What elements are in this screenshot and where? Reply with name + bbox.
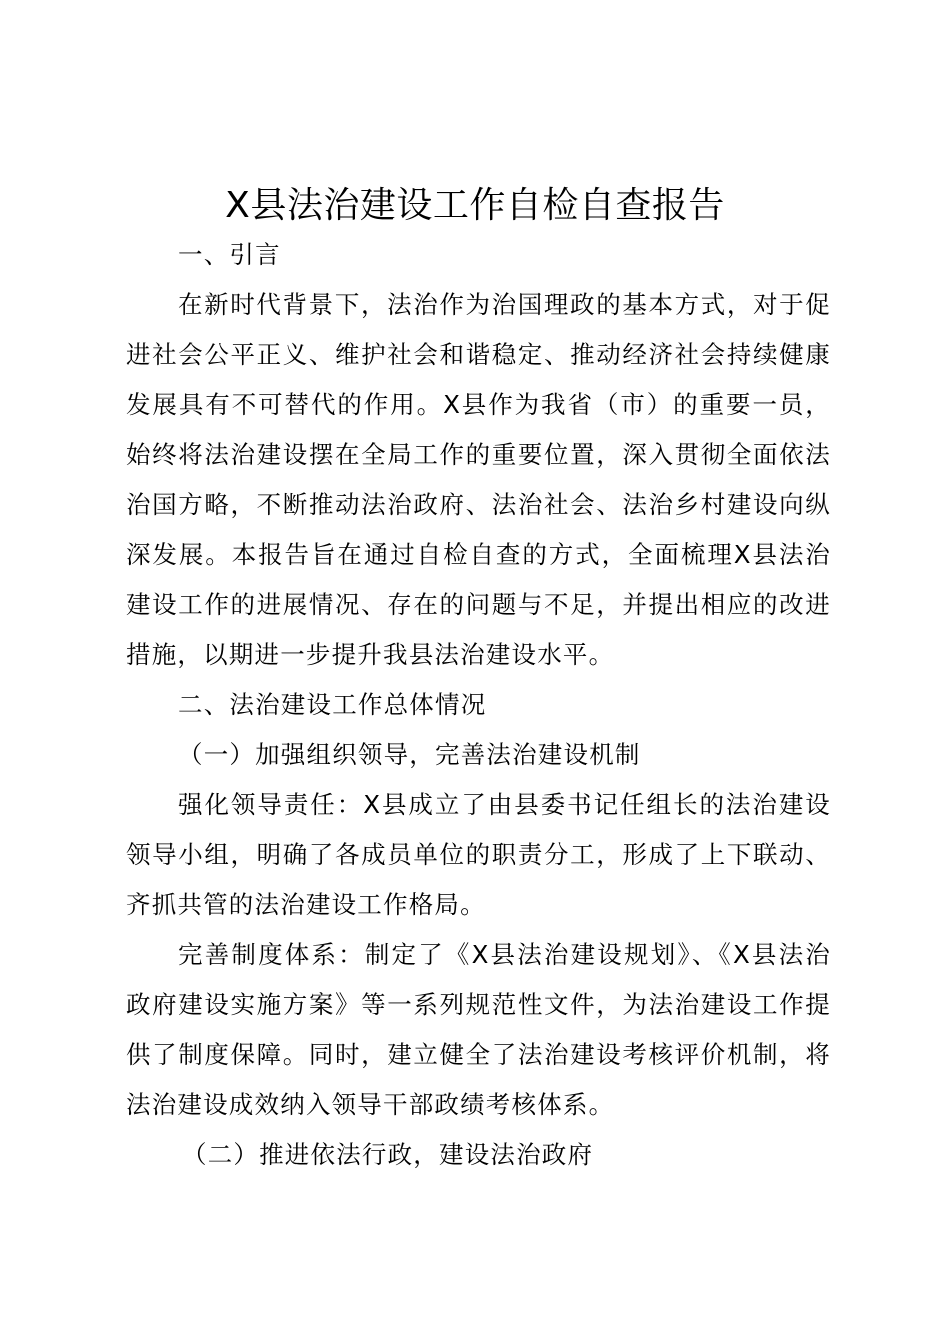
paragraph-leadership-responsibility: 强化领导责任：X县成立了由县委书记任组长的法治建设领导小组，明确了各成员单位的职责分工，形成了上下联动、齐抓共管的法治建设工作格局。 [126,790,831,919]
paragraph-institutional-system: 完善制度体系：制定了《X县法治建设规划》、《X县法治政府建设实施方案》等一系列规范性文件，为法治建设工作提供了制度保障。同时，建立健全了法治建设考核评价机制，将法治建设成效纳入领导干部政绩考核体系。 [126,940,831,1119]
section-heading-introduction: 一、引言 [178,240,281,269]
document-title: X县法治建设工作自检自查报告 [225,185,725,226]
subsection-heading-organization: （一）加强组织领导，完善法治建设机制 [178,740,641,769]
section-heading-overall-situation: 二、法治建设工作总体情况 [178,690,487,719]
subsection-heading-law-based-administration: （二）推进依法行政，建设法治政府 [182,1140,594,1169]
document-body [126,230,831,1180]
paragraph-introduction: 在新时代背景下，法治作为治国理政的基本方式，对于促进社会公平正义、维护社会和谐稳定、推动经济社会持续健康发展具有不可替代的作用。X县作为我省（市）的重要一员，始终将法治建设摆在全局工作的重要位置，深入贯彻全面依法治国方略，不断推动法治政府、法治社会、法治乡村建设向纵深发展。本报告旨在通过自检自查的方式，全面梳理X县法治建设工作的进展情况、存在的问题与不足，并提出相应的改进措施，以期进一步提升我县法治建设水平。 [126,290,831,669]
